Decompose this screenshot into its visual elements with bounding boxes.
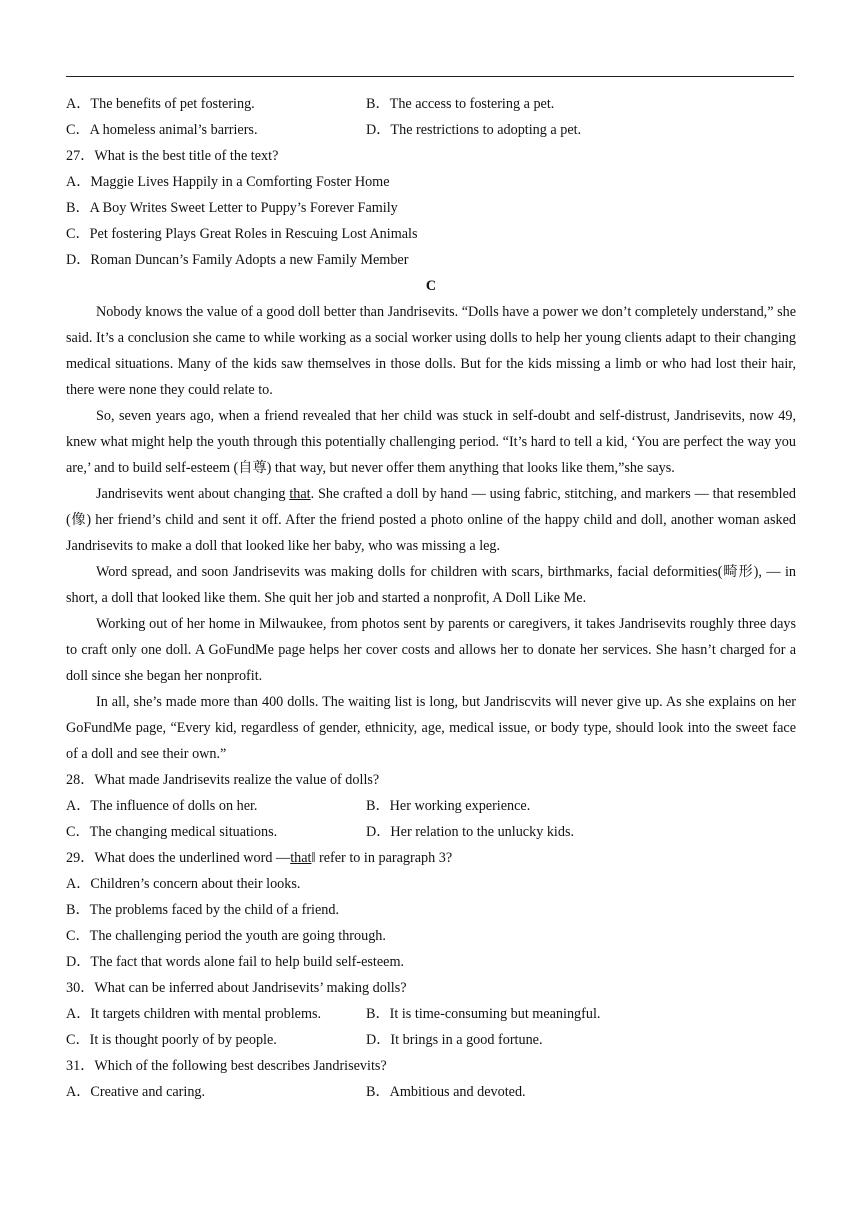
passage-paragraph-1: Nobody knows the value of a good doll better than Jandrisevits. “Dolls have a power we don’t completely understand,” she said. It’s a conclusion she came to while working as a social worker using dolls to help her young clients adapt to their changing medical situations. Many of the kids saw themselves in those dolls. But for the kids missing a limb or who had lost their hair, there were none they could relate to.: [66, 304, 796, 398]
q27-option-c: C．Pet fostering Plays Great Roles in Rescuing Lost Animals: [66, 226, 418, 242]
q30-option-a: A．It targets children with mental problems.: [66, 1006, 322, 1022]
passage-paragraph-5: Working out of her home in Milwaukee, from photos sent by parents or caregivers, it takes Jandrisevits roughly three days to craft only one doll. A GoFundMe page helps her cover costs and allows her to donate her services. She hasn’t charged for a doll since she began her nonprofit.: [66, 616, 796, 684]
q30-option-c: C．It is thought poorly of by people.: [66, 1032, 277, 1048]
q28-options-row-1: [66, 793, 796, 819]
q27-option-a: A．Maggie Lives Happily in a Comforting Foster Home: [66, 174, 390, 190]
q28-option-c: C．The changing medical situations.: [66, 824, 278, 840]
q29-option-a: A．Children’s concern about their looks.: [66, 876, 301, 892]
q27-option-d: D．Roman Duncan’s Family Adopts a new Family Member: [66, 252, 409, 268]
q30-options-row-2: [66, 1027, 796, 1053]
passage-paragraph-3: [66, 481, 796, 559]
q31-option-b: B．Ambitious and devoted.: [366, 1084, 526, 1100]
q29-option-b: B．The problems faced by the child of a friend.: [66, 902, 340, 918]
q27-option-b: B．A Boy Writes Sweet Letter to Puppy’s Forever Family: [66, 200, 398, 216]
q28-option-b: B．Her working experience.: [366, 798, 531, 814]
page-content: [66, 91, 796, 1105]
q31-stem: 31．Which of the following best describes Jandrisevits?: [66, 1058, 387, 1074]
header-rule: [66, 76, 794, 77]
q29-option-c: C．The challenging period the youth are going through.: [66, 928, 386, 944]
underlined-word: that: [289, 486, 311, 502]
passage-paragraph-4: Word spread, and soon Jandrisevits was making dolls for children with scars, birthmarks, facial deformities(畸形), — in short, a doll that looked like them. She quit her job and started a nonprofit, A Doll Like Me.: [66, 564, 796, 606]
q30-stem: 30．What can be inferred about Jandrisevits’ making dolls?: [66, 980, 407, 996]
q30-options-row-1: [66, 1001, 796, 1027]
q29-underlined-word: that: [290, 850, 312, 866]
q29-stem-after: ‖ refer to in paragraph 3?: [311, 850, 453, 866]
q28-option-d: D．Her relation to the unlucky kids.: [366, 824, 575, 840]
section-heading: C: [425, 278, 437, 294]
p3-text-after: . She crafted a doll by hand — using fabric, stitching, and markers — that resembled (像) her friend’s child and sent it off. After the friend posted a photo online of the happy child and doll, another woman asked Jandrisevits to make a doll that looked like her baby, who was missing a leg.: [66, 486, 796, 554]
q29-stem: [66, 845, 796, 871]
q29-stem-before: 29．What does the underlined word ―: [66, 850, 291, 866]
q29-option-d: D．The fact that words alone fail to help build self-esteem.: [66, 954, 405, 970]
passage-paragraph-6: In all, she’s made more than 400 dolls. The waiting list is long, but Jandriscvits will never give up. As she explains on her GoFundMe page, “Every kid, regardless of gender, ethnicity, age, medical issue, or body type, should look into the sweet face of a doll and see their own.”: [66, 694, 796, 762]
q27-stem: 27．What is the best title of the text?: [66, 148, 279, 164]
q28-option-a: A．The influence of dolls on her.: [66, 798, 258, 814]
passage-paragraph-2: So, seven years ago, when a friend revealed that her child was stuck in self-doubt and self-distrust, Jandrisevits, now 49, knew what might help the youth through this potentially challenging period. “It’s hard to tell a kid, ‘You are perfect the way you are,’ and to build self-esteem (自尊) that way, but never offer them anything that looks like them,”she says.: [66, 408, 796, 476]
q30-option-b: B．It is time-consuming but meaningful.: [366, 1006, 601, 1022]
q26-options-row-2: [66, 117, 796, 143]
q26-option-d: D．The restrictions to adopting a pet.: [366, 122, 582, 138]
q26-option-c: C．A homeless animal’s barriers.: [66, 122, 258, 138]
q26-option-a: A．The benefits of pet fostering.: [66, 96, 255, 112]
q26-option-b: B．The access to fostering a pet.: [366, 96, 555, 112]
q31-options-row-1: [66, 1079, 796, 1105]
q28-stem: 28．What made Jandrisevits realize the value of dolls?: [66, 772, 380, 788]
p3-text-before: Jandrisevits went about changing: [96, 486, 290, 502]
q28-options-row-2: [66, 819, 796, 845]
q26-options-row-1: [66, 91, 796, 117]
q31-option-a: A．Creative and caring.: [66, 1084, 206, 1100]
q30-option-d: D．It brings in a good fortune.: [366, 1032, 543, 1048]
